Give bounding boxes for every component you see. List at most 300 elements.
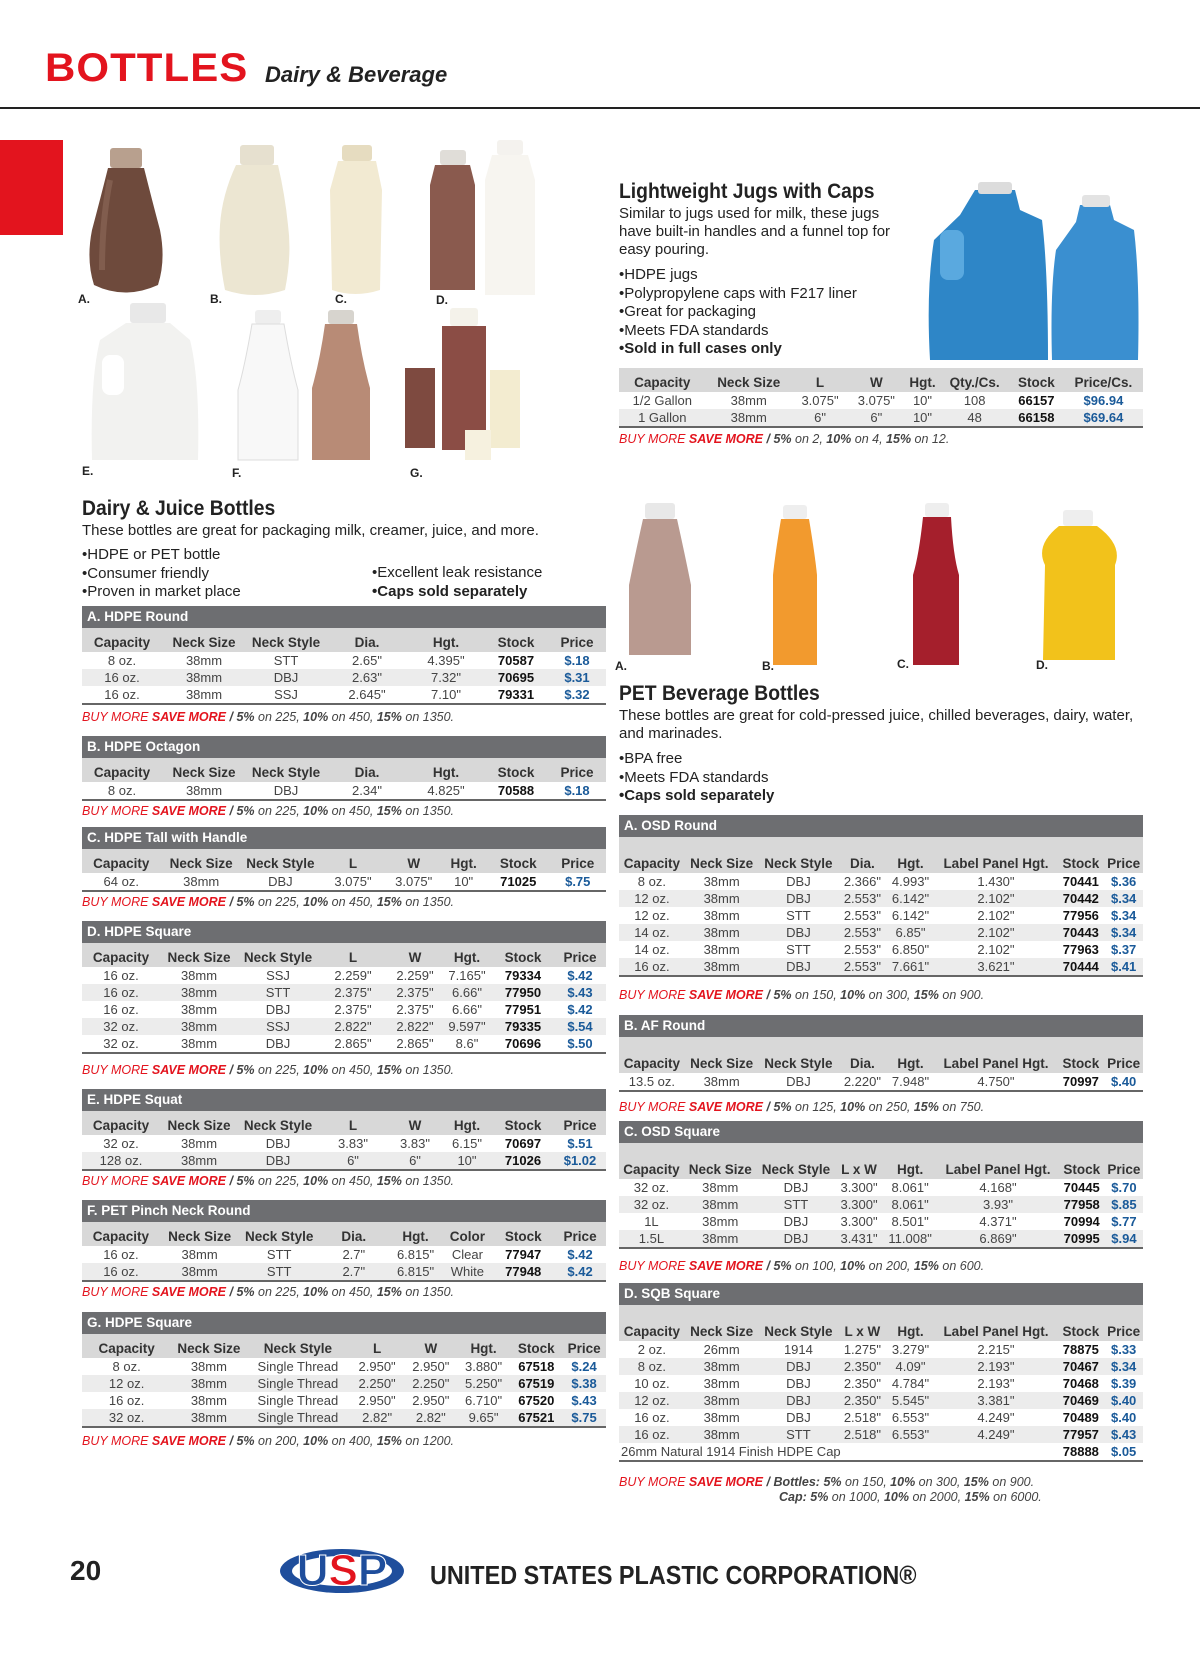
- cell: 2.82": [349, 1409, 405, 1427]
- cell: 38mm: [171, 1375, 246, 1392]
- stock-number: 70587: [497, 653, 535, 668]
- cell: 1.5L: [619, 1230, 684, 1248]
- buy-more-part: /: [226, 895, 237, 909]
- col-header: Hgt.: [883, 1143, 938, 1179]
- dairy-bullet: • HDPE or PET bottle: [82, 546, 362, 565]
- stock-number: 77950: [492, 984, 554, 1001]
- col-header: Capacity: [619, 837, 685, 873]
- col-header: Dia.: [326, 628, 408, 652]
- jugs-table: [619, 368, 1143, 428]
- cell: 38mm: [162, 686, 246, 704]
- buy-more-part: 10%: [303, 1434, 329, 1448]
- buy-more-part: on 150,: [791, 988, 841, 1002]
- cell: DBJ: [759, 1392, 839, 1409]
- table-row: [82, 873, 606, 891]
- col-header: Hgt.: [408, 628, 484, 652]
- table-row: [82, 1135, 606, 1152]
- table-row: [82, 1263, 606, 1281]
- table-title: C. OSD Square: [619, 1121, 1143, 1143]
- price: $.33: [1110, 1342, 1137, 1357]
- buy-more-part: 5%: [236, 1434, 255, 1448]
- buy-more-part: 15%: [913, 988, 939, 1002]
- table-row: [619, 1341, 1143, 1358]
- buy-more-part: 10%: [890, 1475, 916, 1489]
- pet-bottles-photo: [615, 495, 1150, 675]
- col-header: Neck Style: [757, 1143, 836, 1179]
- col-header: Capacity: [619, 1143, 684, 1179]
- cell: 3.83": [400, 1136, 430, 1151]
- buy-more-part: SAVE MORE: [151, 1174, 227, 1188]
- cell: 6": [388, 1152, 442, 1170]
- cell: 3.300": [840, 1214, 878, 1229]
- price: $.40: [1104, 1073, 1143, 1091]
- blue-jugs-photo: [920, 180, 1150, 365]
- cell: DBJ: [783, 1180, 809, 1195]
- col-header: L x W: [835, 1143, 882, 1179]
- cell: 2.250": [405, 1375, 457, 1392]
- cell: 3.075": [801, 393, 839, 408]
- price: $1.02: [554, 1152, 606, 1170]
- cell: White: [442, 1263, 492, 1281]
- stock-number: 77957: [1057, 1426, 1104, 1443]
- col-header: Neck Size: [685, 1305, 759, 1341]
- cell: 2.350": [843, 1376, 881, 1391]
- cell: STT: [786, 908, 811, 923]
- cell: 2.645": [326, 686, 408, 704]
- cell: 32 oz.: [82, 1018, 160, 1035]
- spec-table-grid: [619, 1143, 1143, 1249]
- buy-more-part: SAVE MORE: [688, 1100, 764, 1114]
- cell: 2.950": [412, 1393, 450, 1408]
- cell: 2.950": [412, 1359, 450, 1374]
- buy-more-part: on 300,: [915, 1475, 964, 1489]
- table-row: [82, 669, 606, 686]
- cell: Single Thread: [257, 1359, 339, 1374]
- cell: 9.597": [442, 1018, 492, 1035]
- table-title: D. HDPE Square: [82, 921, 606, 943]
- buy-more-part: /: [763, 1100, 774, 1114]
- col-header: Neck Size: [162, 758, 246, 782]
- jugs-title: Lightweight Jugs with Caps: [619, 180, 875, 203]
- col-header: Hgt.: [886, 1305, 934, 1341]
- cell: 2.102": [977, 908, 1015, 923]
- table-row: [619, 873, 1143, 890]
- cell: 2.259": [396, 968, 434, 983]
- buy-more-part: BUY MORE: [619, 988, 689, 1002]
- image-label-d: D.: [436, 293, 448, 307]
- cell: 11.008": [883, 1230, 938, 1248]
- col-header: Neck Style: [246, 758, 326, 782]
- cell: DBJ: [238, 1152, 318, 1170]
- cell: 6.85": [886, 924, 934, 941]
- spec-table: [82, 827, 606, 892]
- price: $.18: [564, 653, 590, 668]
- cell: 2.193": [935, 1358, 1058, 1375]
- cell: 38mm: [180, 1136, 218, 1151]
- cell: 6.869": [937, 1230, 1058, 1248]
- cell: STT: [238, 984, 318, 1001]
- cell: 6.553": [886, 1426, 934, 1443]
- jugs-bullet-bold: • Sold in full cases only: [619, 340, 919, 359]
- spec-table-grid: [619, 837, 1143, 977]
- qty: on 4,: [851, 432, 887, 446]
- cell: 8 oz.: [107, 653, 137, 668]
- stock-number: 77947: [505, 1247, 542, 1262]
- buy-more-part: on 1350.: [401, 710, 455, 724]
- price: $.94: [1105, 1230, 1143, 1248]
- table-row: [82, 984, 606, 1001]
- cell: 38mm: [162, 782, 246, 800]
- buy-more-part: 15%: [376, 1063, 402, 1077]
- pet-title: PET Beverage Bottles: [619, 682, 820, 705]
- cell: 64 oz.: [82, 873, 161, 891]
- price: $.39: [1110, 1376, 1137, 1391]
- cell: SSJ: [266, 968, 290, 983]
- cell: DBJ: [759, 1358, 839, 1375]
- discount: 10%: [826, 432, 852, 446]
- jugs-bullets: [619, 266, 919, 359]
- cell: 6.66": [452, 1002, 482, 1017]
- image-label-b: B.: [210, 292, 222, 306]
- buy-more-part: /: [763, 988, 774, 1002]
- price: $.38: [562, 1375, 606, 1392]
- buy-more-part: SAVE MORE: [151, 1434, 227, 1448]
- cell: 6.15": [452, 1136, 482, 1151]
- buy-more-part: 10%: [303, 1174, 329, 1188]
- pet-image-label-a: A.: [615, 659, 627, 673]
- buy-more-part: 15%: [964, 1490, 990, 1504]
- cell: 38mm: [160, 1263, 240, 1281]
- price: $.31: [548, 669, 606, 686]
- buy-more-part: on 1350.: [401, 1285, 455, 1299]
- cell: 16 oz.: [82, 686, 162, 704]
- cell: 12 oz.: [619, 1392, 685, 1409]
- cell: 2.553": [838, 958, 886, 976]
- buy-more-part: SAVE MORE: [151, 804, 227, 818]
- cell: 13.5 oz.: [619, 1073, 685, 1091]
- buy-more-line: [82, 1285, 454, 1299]
- col-header: Neck Size: [685, 837, 759, 873]
- table-row: [619, 1179, 1143, 1196]
- cell: 3.075": [319, 873, 387, 891]
- price: $.42: [567, 1002, 593, 1017]
- price: $.40: [1110, 1410, 1137, 1425]
- buy-more-part: BUY MORE: [619, 1259, 689, 1273]
- cell: 2.7": [342, 1247, 366, 1262]
- buy-more-part: 10%: [883, 1490, 909, 1504]
- buy-more-part: on 225,: [254, 1063, 304, 1077]
- pet-image-label-d: D.: [1036, 658, 1048, 672]
- col-header: W: [388, 1111, 442, 1135]
- buy-more-part: on 1350.: [401, 804, 455, 818]
- price: $96.94: [1083, 393, 1124, 408]
- cell: 38mm: [162, 669, 246, 686]
- buy-more-part: /: [226, 1174, 237, 1188]
- cell: 128 oz.: [82, 1152, 160, 1170]
- col-header: L: [792, 368, 848, 392]
- buy-more-part: 5%: [236, 710, 255, 724]
- cell: 2 oz.: [637, 1342, 666, 1357]
- stock-number: 70695: [484, 669, 548, 686]
- col-header: Capacity: [82, 758, 162, 782]
- buy-more-part: on 750.: [938, 1100, 985, 1114]
- buy-more-part: 5%: [236, 895, 255, 909]
- cell: 38mm: [703, 1376, 740, 1391]
- buy-more-part: 15%: [913, 1259, 939, 1273]
- pet-bullet-bold: • Caps sold separately: [619, 787, 919, 806]
- col-header: L x W: [838, 1305, 886, 1341]
- col-header: Price: [554, 1222, 606, 1246]
- col-header: Neck Style: [759, 1037, 839, 1073]
- col-header: Stock: [487, 849, 550, 873]
- col-header: Price: [562, 1334, 606, 1358]
- col-header: L: [319, 849, 387, 873]
- stock-number: 79335: [492, 1018, 554, 1035]
- col-header: Neck Style: [246, 628, 326, 652]
- cell: 3.300": [840, 1180, 878, 1195]
- col-header: Price: [1104, 1037, 1143, 1073]
- price: $.41: [1104, 958, 1143, 976]
- cell: 2.518": [843, 1410, 881, 1425]
- price: $.77: [1111, 1214, 1137, 1229]
- stock-number: 70442: [1057, 890, 1104, 907]
- stock-number: 67518: [518, 1359, 555, 1374]
- cell: 3.381": [935, 1392, 1058, 1409]
- cell: 4.249": [935, 1426, 1058, 1443]
- cell: 38mm: [703, 1410, 740, 1425]
- price: $.37: [1110, 942, 1137, 957]
- price: $.50: [554, 1035, 606, 1053]
- buy-more-part: on 225,: [254, 710, 304, 724]
- table-row: [82, 1358, 606, 1375]
- buy-more-part: on 400,: [328, 1434, 377, 1448]
- cell: Single Thread: [257, 1393, 339, 1408]
- buy-more-part: on 450,: [328, 895, 377, 909]
- col-header: Qty./Cs.: [940, 368, 1008, 392]
- cell: 2.375": [318, 984, 388, 1001]
- jugs-bullet: • Polypropylene caps with F217 liner: [619, 285, 919, 304]
- spec-table-grid: [82, 1111, 606, 1171]
- buy-more-part: 15%: [913, 1100, 939, 1114]
- buy-more-part: on 600.: [938, 1259, 985, 1273]
- stock-number: 70444: [1057, 958, 1104, 976]
- cell: 3.431": [835, 1230, 882, 1248]
- price: $.40: [1104, 1392, 1143, 1409]
- col-header: Neck Size: [160, 943, 238, 967]
- cell: 38mm: [171, 1409, 246, 1427]
- col-header: Neck Size: [162, 628, 246, 652]
- cell: 1 Gallon: [619, 409, 706, 427]
- spec-table: [619, 1121, 1143, 1249]
- cell: DBJ: [786, 874, 811, 889]
- cell: 4.249": [977, 1410, 1015, 1425]
- spec-table-grid: [619, 1305, 1143, 1462]
- cell: 38mm: [160, 1152, 238, 1170]
- dairy-bullet: • Excellent leak resistance: [372, 564, 612, 583]
- buy-more-part: 5%: [773, 1100, 792, 1114]
- cell: 1914: [783, 1342, 813, 1357]
- table-row: [619, 1409, 1143, 1426]
- stock-number: 77956: [1062, 908, 1099, 923]
- price: $.24: [571, 1359, 597, 1374]
- price: $.42: [567, 968, 593, 983]
- col-header: Price: [1104, 837, 1143, 873]
- price: $.43: [554, 984, 606, 1001]
- buy-more-part: /: [226, 1063, 237, 1077]
- buy-more-part: on 900.: [988, 1475, 1035, 1489]
- col-header: Price: [554, 943, 606, 967]
- spec-table: [619, 1283, 1143, 1462]
- cell: DBJ: [786, 1410, 811, 1425]
- image-label-f: F.: [232, 466, 242, 480]
- header-divider: [0, 107, 1200, 109]
- col-header: Stock: [1057, 1037, 1104, 1073]
- sep: /: [763, 432, 774, 446]
- col-header: Neck Style: [759, 1305, 839, 1341]
- buy-more-part: 10%: [303, 710, 329, 724]
- cell: 16 oz.: [82, 984, 160, 1001]
- cell: 10 oz.: [634, 1376, 670, 1391]
- cell: 2.950": [358, 1393, 396, 1408]
- buy-more-part: /: [226, 1434, 237, 1448]
- cell: 38mm: [685, 958, 759, 976]
- cell: 6.850": [891, 942, 930, 957]
- table-row: [82, 1409, 606, 1427]
- col-header: Stock: [510, 1334, 562, 1358]
- cell: 2.102": [935, 924, 1058, 941]
- stock-number: 79331: [484, 686, 548, 704]
- table-title: C. HDPE Tall with Handle: [82, 827, 606, 849]
- col-header: Hgt.: [442, 943, 492, 967]
- stock-number: 70997: [1057, 1073, 1104, 1091]
- buy-more-part: on 300,: [865, 988, 914, 1002]
- cell: 38mm: [685, 1073, 759, 1091]
- col-header: Hgt.: [886, 837, 934, 873]
- cell: 38mm: [685, 1426, 759, 1443]
- buy-more-line: [82, 1174, 454, 1188]
- buy-more-part: on 1200.: [401, 1434, 455, 1448]
- pet-bullet: • Meets FDA standards: [619, 769, 919, 788]
- cell: STT: [759, 1426, 839, 1443]
- cell: 38mm: [185, 653, 223, 668]
- col-header: W: [405, 1334, 457, 1358]
- bottle-a-image: [89, 148, 162, 293]
- stock-number: 70588: [484, 782, 548, 800]
- col-header: Price: [548, 628, 606, 652]
- cell: 6.815": [389, 1263, 443, 1281]
- buy-more-cap-line: [779, 1490, 1042, 1504]
- qty: on 12.: [911, 432, 950, 446]
- cell: 8.061": [883, 1196, 938, 1213]
- cell: 38mm: [685, 1358, 759, 1375]
- col-header: L: [349, 1334, 405, 1358]
- cell: 14 oz.: [634, 942, 670, 957]
- spec-table-grid: [82, 1334, 606, 1428]
- price: $.34: [1104, 890, 1143, 907]
- cell: Clear: [451, 1247, 483, 1262]
- cell: 32 oz.: [633, 1180, 670, 1195]
- cap-label: 26mm Natural 1914 Finish HDPE Cap: [619, 1443, 1057, 1461]
- stock-number: 70468: [1062, 1376, 1099, 1391]
- cell: 2.350": [838, 1392, 886, 1409]
- col-header: Neck Style: [239, 1222, 319, 1246]
- cell: 4.168": [979, 1180, 1017, 1195]
- jugs-bullet: • Great for packaging: [619, 303, 919, 322]
- cell: 4.750": [935, 1073, 1058, 1091]
- col-header: Stock: [1009, 368, 1064, 392]
- cell: 6.815": [396, 1247, 435, 1262]
- table-row: [619, 1073, 1143, 1091]
- buy-more-part: SAVE MORE: [688, 1259, 764, 1273]
- image-label-c: C.: [335, 292, 347, 306]
- cell: 10": [442, 1152, 492, 1170]
- cell: 7.165": [448, 968, 486, 983]
- cell: 2.350": [838, 1358, 886, 1375]
- spec-table: [82, 921, 606, 1054]
- buy-more-part: 10%: [303, 1063, 329, 1077]
- col-header: Neck Style: [238, 943, 318, 967]
- buy-more-part: SAVE MORE: [151, 1063, 227, 1077]
- buy-more-part: on 1350.: [401, 895, 455, 909]
- cell: 2.375": [388, 984, 442, 1001]
- table-row: [619, 924, 1143, 941]
- cell: DBJ: [246, 669, 326, 686]
- cell: 38mm: [190, 1393, 227, 1408]
- buy-more-part: /: [226, 710, 237, 724]
- stock-number: 71025: [487, 873, 550, 891]
- price: $.34: [1110, 908, 1137, 923]
- cell: 2.375": [396, 1002, 434, 1017]
- cell: 4.784": [891, 1376, 930, 1391]
- buy-more-part: 5%: [236, 804, 255, 818]
- cell: 38mm: [684, 1230, 757, 1248]
- buy-more-line: [82, 1434, 454, 1448]
- table-title: B. AF Round: [619, 1015, 1143, 1037]
- cell: 38mm: [685, 890, 759, 907]
- col-header: Price/Cs.: [1064, 368, 1143, 392]
- cell: Single Thread: [247, 1375, 350, 1392]
- table-row: [82, 1001, 606, 1018]
- buy-more-part: on 200,: [254, 1434, 304, 1448]
- table-row: [82, 967, 606, 984]
- buy-more-part: BUY MORE: [82, 895, 152, 909]
- pet-image-label-c: C.: [897, 657, 909, 671]
- cell: 32 oz.: [82, 1035, 160, 1053]
- buy-more-part: 10%: [303, 895, 329, 909]
- buy-more-part: /: [763, 1259, 774, 1273]
- col-header: Capacity: [82, 1334, 171, 1358]
- cell: 8.061": [891, 1180, 929, 1195]
- buy-more-part: on 450,: [328, 1285, 377, 1299]
- buy-more-part: on 450,: [328, 804, 377, 818]
- col-header: Color: [442, 1222, 492, 1246]
- col-header: Label Panel Hgt.: [937, 1143, 1058, 1179]
- pet-bullet: • BPA free: [619, 750, 919, 769]
- cell: 2.865": [388, 1035, 442, 1053]
- cell: 2.7": [319, 1263, 389, 1281]
- buy-more-part: BUY MORE: [82, 804, 152, 818]
- cell: 6.142": [886, 890, 934, 907]
- table-row: [82, 782, 606, 800]
- buy-more-part: on 6000.: [989, 1490, 1042, 1504]
- cell: 2.822": [388, 1018, 442, 1035]
- image-label-a: A.: [78, 292, 90, 306]
- col-header: W: [388, 943, 442, 967]
- stock-number: 77958: [1059, 1196, 1105, 1213]
- buy-more-part: on 450,: [328, 1174, 377, 1188]
- col-header: Capacity: [82, 1111, 160, 1135]
- buy-more-part: BUY MORE: [82, 1174, 152, 1188]
